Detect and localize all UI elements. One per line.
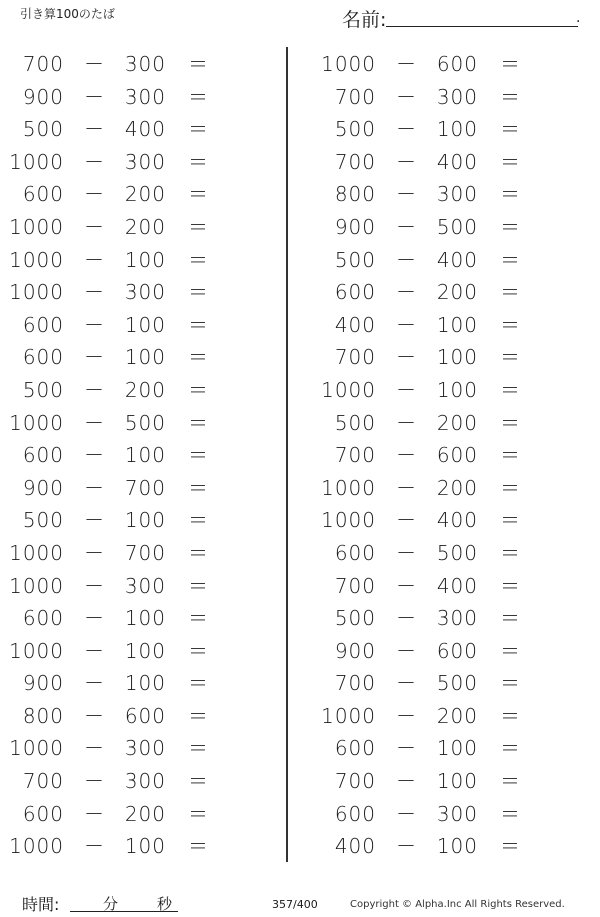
minuend: 1000: [321, 703, 376, 728]
equals-sign: ＝: [500, 117, 521, 142]
minus-sign: －: [396, 573, 417, 598]
problem-row: [0, 472, 230, 505]
minuend: 1000: [9, 573, 64, 598]
minus-sign: －: [84, 475, 105, 500]
minuend: 700: [334, 769, 376, 794]
minuend: 600: [334, 801, 376, 826]
equals-sign: ＝: [500, 769, 521, 794]
subtrahend: 700: [124, 540, 166, 565]
minuend: 700: [334, 84, 376, 109]
problem-row: [0, 732, 230, 765]
equals-sign: ＝: [188, 671, 209, 696]
equals-sign: ＝: [500, 475, 521, 500]
equals-sign: ＝: [188, 769, 209, 794]
minuend: 700: [334, 149, 376, 174]
subtrahend: 200: [124, 182, 166, 207]
minus-sign: －: [84, 117, 105, 142]
minuend: 700: [334, 573, 376, 598]
subtrahend: 200: [124, 377, 166, 402]
name-label: 名前:: [342, 9, 387, 31]
equals-sign: ＝: [188, 345, 209, 370]
equals-sign: ＝: [188, 475, 209, 500]
equals-sign: ＝: [500, 606, 521, 631]
minuend: 500: [334, 117, 376, 142]
minuend: 600: [334, 540, 376, 565]
subtrahend: 500: [436, 671, 478, 696]
minuend: 600: [334, 280, 376, 305]
minus-sign: －: [84, 410, 105, 435]
problem-row: [312, 472, 542, 505]
subtrahend: 300: [124, 736, 166, 761]
subtrahend: 100: [124, 312, 166, 337]
equals-sign: ＝: [500, 703, 521, 728]
equals-sign: ＝: [500, 280, 521, 305]
minus-sign: －: [396, 801, 417, 826]
problem-row: [0, 570, 230, 603]
minus-sign: －: [84, 801, 105, 826]
equals-sign: ＝: [500, 508, 521, 533]
equals-sign: ＝: [188, 117, 209, 142]
problem-row: [312, 504, 542, 537]
minus-sign: －: [84, 280, 105, 305]
problem-row: [0, 700, 230, 733]
problem-row: [0, 48, 230, 81]
minus-sign: －: [396, 703, 417, 728]
problem-row: [0, 830, 230, 863]
equals-sign: ＝: [500, 214, 521, 239]
equals-sign: ＝: [500, 182, 521, 207]
minuend: 500: [22, 508, 64, 533]
minus-sign: －: [84, 377, 105, 402]
minuend: 1000: [9, 247, 64, 272]
equals-sign: ＝: [188, 638, 209, 663]
subtrahend: 100: [124, 638, 166, 663]
minus-sign: －: [396, 736, 417, 761]
minuend: 900: [334, 638, 376, 663]
minus-sign: －: [84, 638, 105, 663]
problem-row: [312, 570, 542, 603]
problem-row: [0, 178, 230, 211]
minus-sign: －: [84, 508, 105, 533]
subtrahend: 700: [124, 475, 166, 500]
minuend: 700: [334, 345, 376, 370]
minus-sign: －: [84, 247, 105, 272]
minuend: 600: [22, 606, 64, 631]
minuend: 900: [22, 84, 64, 109]
subtrahend: 100: [124, 247, 166, 272]
minus-sign: －: [396, 280, 417, 305]
subtrahend: 400: [436, 247, 478, 272]
subtrahend: 600: [436, 638, 478, 663]
problem-row: [312, 244, 542, 277]
equals-sign: ＝: [188, 606, 209, 631]
minus-sign: －: [84, 312, 105, 337]
subtrahend: 100: [124, 443, 166, 468]
minuend: 400: [334, 312, 376, 337]
equals-sign: ＝: [188, 247, 209, 272]
equals-sign: ＝: [500, 410, 521, 435]
minuend: 1000: [321, 52, 376, 76]
equals-sign: ＝: [500, 801, 521, 826]
equals-sign: ＝: [500, 573, 521, 598]
worksheet-title: 引き算100のたば: [20, 7, 115, 21]
minuend: 700: [22, 769, 64, 794]
problem-row: [312, 178, 542, 211]
subtrahend: 300: [436, 182, 478, 207]
problem-row: [0, 81, 230, 114]
subtrahend: 200: [436, 280, 478, 305]
subtrahend: 500: [436, 214, 478, 239]
minus-sign: －: [84, 834, 105, 859]
subtrahend: 300: [436, 606, 478, 631]
minuend: 500: [334, 247, 376, 272]
subtrahend: 100: [124, 508, 166, 533]
equals-sign: ＝: [500, 247, 521, 272]
minuend: 1000: [9, 280, 64, 305]
problem-row: [312, 667, 542, 700]
minus-sign: －: [84, 736, 105, 761]
name-underline: [386, 26, 578, 27]
minuend: 600: [22, 182, 64, 207]
subtrahend: 300: [124, 280, 166, 305]
left-column: [0, 48, 230, 863]
minuend: 500: [22, 117, 64, 142]
subtrahend: 400: [124, 117, 166, 142]
minuend: 1000: [321, 475, 376, 500]
name-end-dot: .: [576, 10, 581, 26]
equals-sign: ＝: [188, 801, 209, 826]
minuend: 400: [334, 834, 376, 859]
equals-sign: ＝: [188, 540, 209, 565]
subtrahend: 100: [436, 769, 478, 794]
subtrahend: 100: [124, 834, 166, 859]
subtrahend: 600: [436, 443, 478, 468]
minuend: 800: [334, 182, 376, 207]
equals-sign: ＝: [188, 508, 209, 533]
problem-row: [312, 341, 542, 374]
equals-sign: ＝: [188, 443, 209, 468]
equals-sign: ＝: [188, 312, 209, 337]
problem-row: [312, 48, 542, 81]
equals-sign: ＝: [500, 540, 521, 565]
problem-row: [312, 830, 542, 863]
equals-sign: ＝: [188, 736, 209, 761]
problem-row: [312, 635, 542, 668]
problem-row: [0, 113, 230, 146]
minus-sign: －: [84, 671, 105, 696]
minuend: 900: [334, 214, 376, 239]
minus-sign: －: [84, 703, 105, 728]
minus-sign: －: [396, 475, 417, 500]
subtrahend: 400: [436, 149, 478, 174]
minus-sign: －: [396, 443, 417, 468]
problem-row: [0, 407, 230, 440]
subtrahend: 300: [124, 84, 166, 109]
minus-sign: －: [396, 149, 417, 174]
minuend: 1000: [9, 410, 64, 435]
minuend: 600: [334, 736, 376, 761]
equals-sign: ＝: [500, 443, 521, 468]
minuend: 1000: [9, 149, 64, 174]
minus-sign: －: [84, 182, 105, 207]
equals-sign: ＝: [500, 834, 521, 859]
minus-sign: －: [84, 606, 105, 631]
minus-sign: －: [84, 540, 105, 565]
minuend: 1000: [9, 540, 64, 565]
minus-sign: －: [396, 606, 417, 631]
minuend: 600: [22, 312, 64, 337]
minus-sign: －: [396, 769, 417, 794]
equals-sign: ＝: [500, 671, 521, 696]
problem-row: [0, 798, 230, 831]
problem-row: [312, 439, 542, 472]
subtrahend: 600: [436, 52, 478, 76]
subtrahend: 200: [124, 801, 166, 826]
minus-sign: －: [396, 214, 417, 239]
problem-row: [312, 81, 542, 114]
problem-row: [312, 276, 542, 309]
problem-row: [312, 211, 542, 244]
subtrahend: 400: [436, 508, 478, 533]
problem-row: [312, 700, 542, 733]
problem-row: [312, 602, 542, 635]
minuend: 700: [334, 443, 376, 468]
column-divider: [286, 47, 288, 862]
equals-sign: ＝: [500, 345, 521, 370]
minus-sign: －: [396, 377, 417, 402]
subtrahend: 100: [436, 117, 478, 142]
subtrahend: 500: [124, 410, 166, 435]
problem-row: [0, 146, 230, 179]
equals-sign: ＝: [500, 312, 521, 337]
subtrahend: 100: [436, 345, 478, 370]
minuend: 500: [22, 377, 64, 402]
problem-row: [312, 407, 542, 440]
minus-sign: －: [84, 345, 105, 370]
equals-sign: ＝: [188, 703, 209, 728]
subtrahend: 100: [436, 377, 478, 402]
subtrahend: 300: [124, 52, 166, 76]
problem-row: [0, 602, 230, 635]
equals-sign: ＝: [500, 736, 521, 761]
equals-sign: ＝: [500, 149, 521, 174]
subtrahend: 300: [436, 84, 478, 109]
problem-row: [0, 635, 230, 668]
minus-sign: －: [396, 671, 417, 696]
subtrahend: 400: [436, 573, 478, 598]
minus-sign: －: [396, 312, 417, 337]
problem-row: [312, 146, 542, 179]
problem-row: [0, 667, 230, 700]
subtrahend: 100: [436, 312, 478, 337]
subtrahend: 100: [124, 345, 166, 370]
minus-sign: －: [396, 834, 417, 859]
minuend: 800: [22, 703, 64, 728]
subtrahend: 100: [436, 834, 478, 859]
subtrahend: 500: [436, 540, 478, 565]
minus-sign: －: [396, 508, 417, 533]
minus-sign: －: [84, 769, 105, 794]
minus-sign: －: [396, 52, 417, 76]
equals-sign: ＝: [500, 377, 521, 402]
equals-sign: ＝: [500, 638, 521, 663]
equals-sign: ＝: [500, 84, 521, 109]
subtrahend: 200: [436, 475, 478, 500]
equals-sign: ＝: [188, 377, 209, 402]
subtrahend: 100: [436, 736, 478, 761]
subtrahend: 300: [124, 769, 166, 794]
problem-row: [312, 732, 542, 765]
equals-sign: ＝: [188, 214, 209, 239]
minuend: 1000: [9, 638, 64, 663]
minutes-label: 分: [103, 895, 119, 913]
minuend: 1000: [321, 377, 376, 402]
minus-sign: －: [396, 247, 417, 272]
problem-row: [312, 374, 542, 407]
right-column: [312, 48, 542, 863]
subtrahend: 300: [436, 801, 478, 826]
equals-sign: ＝: [188, 410, 209, 435]
minus-sign: －: [396, 345, 417, 370]
problem-row: [0, 276, 230, 309]
problem-row: [0, 244, 230, 277]
problem-row: [312, 309, 542, 342]
subtrahend: 100: [124, 606, 166, 631]
minuend: 1000: [9, 214, 64, 239]
seconds-label: 秒: [157, 895, 173, 913]
problem-row: [0, 504, 230, 537]
equals-sign: ＝: [188, 280, 209, 305]
equals-sign: ＝: [188, 834, 209, 859]
minus-sign: －: [84, 149, 105, 174]
minuend: 1000: [321, 508, 376, 533]
minuend: 600: [22, 345, 64, 370]
subtrahend: 300: [124, 149, 166, 174]
problem-row: [312, 113, 542, 146]
problem-row: [312, 798, 542, 831]
minus-sign: －: [396, 117, 417, 142]
minus-sign: －: [84, 573, 105, 598]
subtrahend: 200: [124, 214, 166, 239]
equals-sign: ＝: [188, 52, 209, 76]
problem-row: [0, 374, 230, 407]
minuend: 700: [334, 671, 376, 696]
problem-row: [0, 439, 230, 472]
problem-row: [0, 211, 230, 244]
minus-sign: －: [396, 540, 417, 565]
page-number: 357/400: [272, 898, 318, 911]
problem-row: [312, 765, 542, 798]
minus-sign: －: [84, 214, 105, 239]
subtrahend: 600: [124, 703, 166, 728]
subtrahend: 300: [124, 573, 166, 598]
minuend: 600: [22, 801, 64, 826]
minus-sign: －: [396, 410, 417, 435]
minus-sign: －: [396, 182, 417, 207]
subtrahend: 100: [124, 671, 166, 696]
minus-sign: －: [84, 52, 105, 76]
minus-sign: －: [84, 84, 105, 109]
copyright-text: Copyright © Alpha.Inc All Rights Reserved.: [350, 899, 565, 910]
minuend: 500: [334, 606, 376, 631]
equals-sign: ＝: [188, 84, 209, 109]
problem-row: [0, 309, 230, 342]
time-label: 時間:: [22, 895, 60, 914]
minuend: 900: [22, 671, 64, 696]
subtrahend: 200: [436, 410, 478, 435]
equals-sign: ＝: [500, 52, 521, 76]
minuend: 600: [22, 443, 64, 468]
equals-sign: ＝: [188, 573, 209, 598]
equals-sign: ＝: [188, 182, 209, 207]
minus-sign: －: [396, 638, 417, 663]
equals-sign: ＝: [188, 149, 209, 174]
minuend: 700: [22, 52, 64, 76]
problem-row: [312, 537, 542, 570]
minus-sign: －: [84, 443, 105, 468]
minus-sign: －: [396, 84, 417, 109]
minuend: 500: [334, 410, 376, 435]
problem-row: [0, 765, 230, 798]
minuend: 900: [22, 475, 64, 500]
problem-row: [0, 341, 230, 374]
minuend: 1000: [9, 834, 64, 859]
problem-row: [0, 537, 230, 570]
subtrahend: 200: [436, 703, 478, 728]
minuend: 1000: [9, 736, 64, 761]
